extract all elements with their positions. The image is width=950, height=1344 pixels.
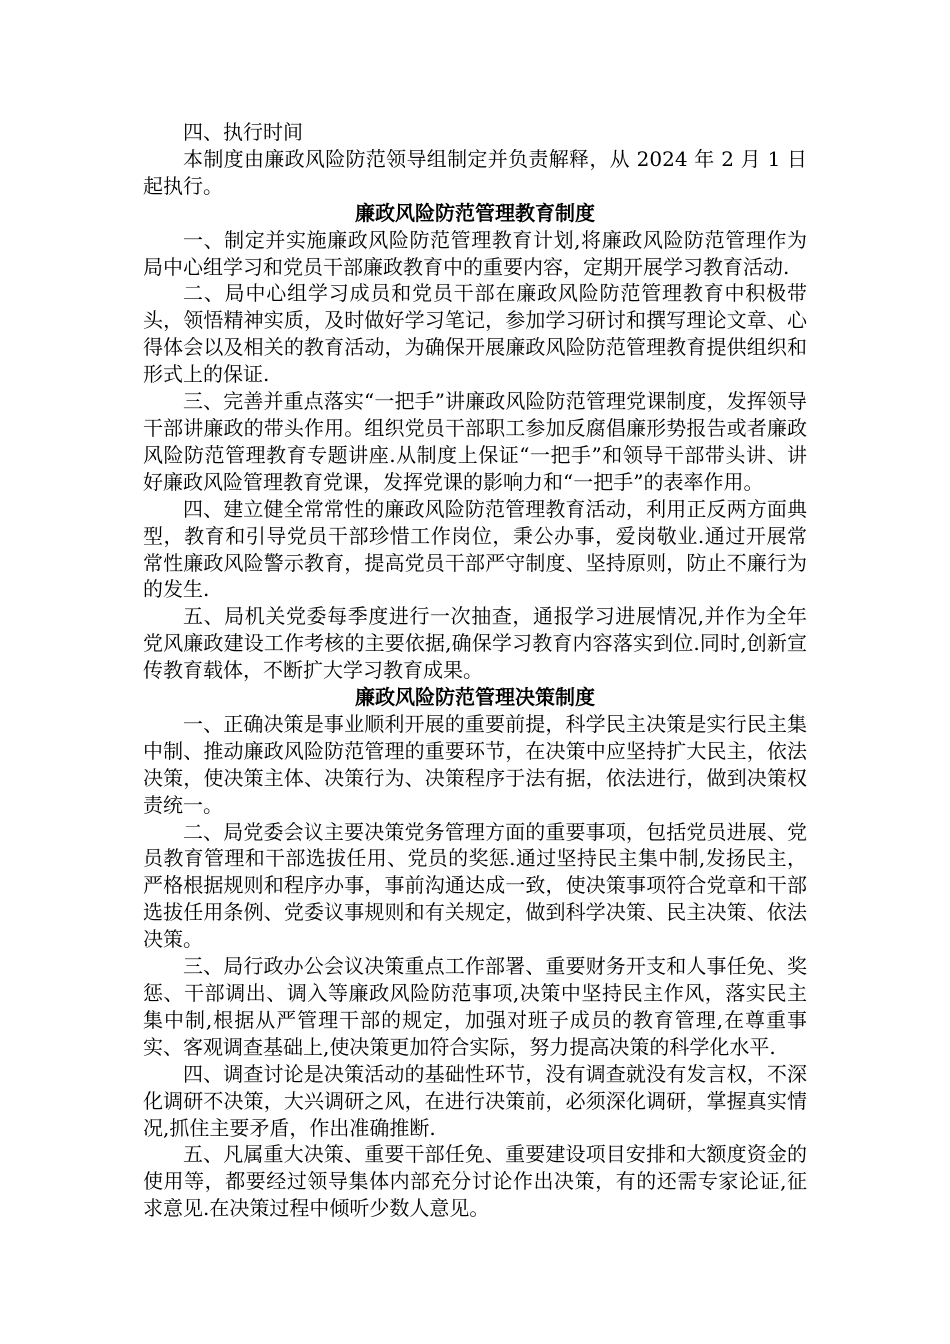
section2-paragraph: 一、正确决策是事业顺利开展的重要前提，科学民主决策是实行民主集中制、推动廉政风险防范管理的重要环节，在决策中应坚持扩大民主，依法决策，使决策主体、决策行为、决策程序于法有据，依法进行，做到决策权责统一。 <box>143 711 807 817</box>
section2-paragraph: 三、局行政办公会议决策重点工作部署、重要财务开支和人事任免、奖惩、干部调出、调入等廉政风险防范事项,决策中坚持民主作风，落实民主集中制,根据从严管理干部的规定，加强对班子成员的教育管理,在尊重事实、客观调查基础上,使决策更加符合实际，努力提高决策的科学化水平. <box>143 954 807 1059</box>
intro-text: 本制度由廉政风险防范领导组制定并负责解释，从 2024 年 2 月 1 日起执行。 <box>143 146 807 198</box>
section2-title: 廉政风险防范管理决策制度 <box>355 685 595 710</box>
section1-paragraph: 三、完善并重点落实“一把手”讲廉政风险防范管理党课制度，发挥领导干部讲廉政的带头作用。组织党员干部职工参加反腐倡廉形势报告或者廉政风险防范管理教育专题讲座.从制度上保证“一把手”和领导干部带头讲、讲好廉政风险管理教育党课，发挥党课的影响力和“一把手”的表率作用。 <box>143 389 807 494</box>
document-page <box>143 119 807 1222</box>
section2-paragraph: 二、局党委会议主要决策党务管理方面的重要事项，包括党员进展、党员教育管理和干部选拔任用、党员的奖惩.通过坚持民主集中制,发扬民主，严格根据规则和程序办事，事前沟通达成一致，使决策事项符合党章和干部选拔任用条例、党委议事规则和有关规定，做到科学决策、民主决策、依法决策。 <box>143 819 807 952</box>
section1-title: 廉政风险防范管理教育制度 <box>355 200 595 225</box>
section2-paragraph: 四、调查讨论是决策活动的基础性环节，没有调查就没有发言权，不深化调研不决策，大兴调研之风，在进行决策前，必须深化调研，掌握真实情况,抓住主要矛盾，作出准确推断. <box>143 1061 807 1140</box>
section2-paragraph: 五、凡属重大决策、重要干部任免、重要建设项目安排和大额度资金的使用等，都要经过领导集体内部充分讨论作出决策，有的还需专家论证,征求意见.在决策过程中倾听少数人意见。 <box>143 1142 807 1221</box>
section1-paragraph: 二、局中心组学习成员和党员干部在廉政风险防范管理教育中积极带头，领悟精神实质，及时做好学习笔记，参加学习研讨和撰写理论文章、心得体会以及相关的教育活动，为确保开展廉政风险防范管理教育提供组织和形式上的保证. <box>143 281 807 387</box>
section1-paragraph: 一、制定并实施廉政风险防范管理教育计划,将廉政风险防范管理作为局中心组学习和党员干部廉政教育中的重要内容，定期开展学习教育活动. <box>143 227 807 279</box>
section1-paragraph: 五、局机关党委每季度进行一次抽查，通报学习进展情况,并作为全年党风廉政建设工作考核的主要依据,确保学习教育内容落实到位.同时,创新宣传教育载体，不断扩大学习教育成果。 <box>143 604 807 683</box>
section1-paragraph: 四、建立健全常常性的廉政风险防范管理教育活动，利用正反两方面典型，教育和引导党员干部珍惜工作岗位，秉公办事，爱岗敬业.通过开展常常性廉政风险警示教育，提高党员干部严守制度、坚持原则，防止不廉行为的发生. <box>143 496 807 602</box>
intro-heading: 四、执行时间 <box>183 120 303 144</box>
